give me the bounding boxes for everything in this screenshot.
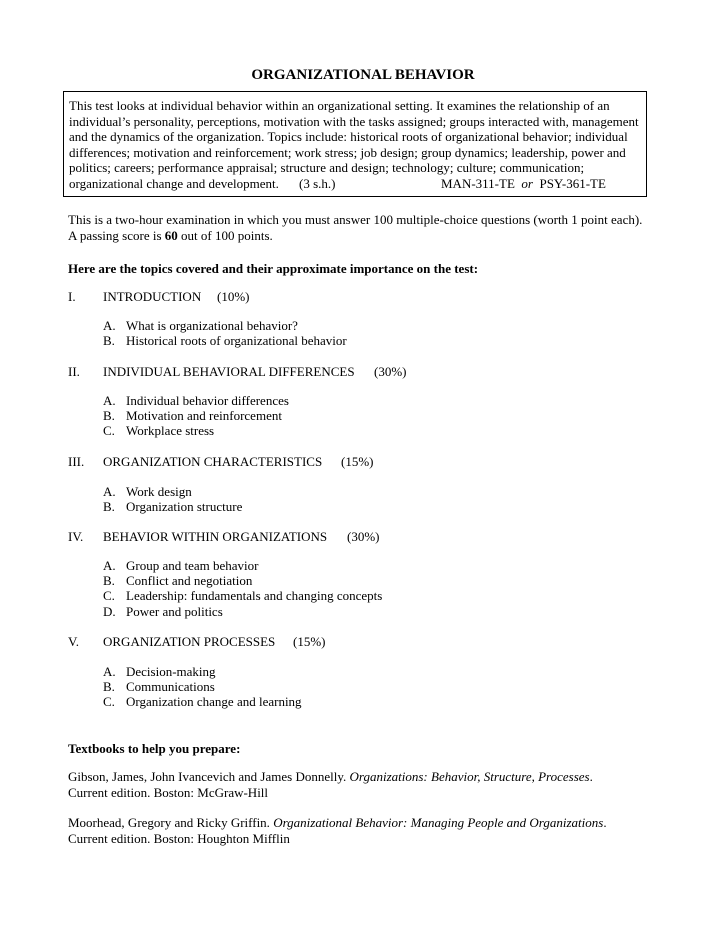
item-letter: C. bbox=[103, 423, 115, 439]
item-text: Power and politics bbox=[126, 603, 223, 619]
item-text: Conflict and negotiation bbox=[126, 573, 253, 589]
course-codes bbox=[441, 176, 606, 192]
textbook-reference bbox=[68, 769, 593, 801]
section-numeral: III. bbox=[68, 454, 85, 469]
item-text: Decision-making bbox=[126, 664, 216, 679]
description-line: and the dynamics of the organization. Topics include: historical roots of organizational behavior; individual bbox=[69, 129, 628, 144]
item-letter: B. bbox=[103, 573, 115, 589]
item-text: Communications bbox=[126, 679, 215, 695]
reference-book-title: Organizational Behavior: Managing People and Organizations bbox=[273, 815, 604, 830]
section-percent: (30%) bbox=[374, 364, 407, 379]
item-text: Work design bbox=[126, 484, 192, 499]
section-numeral: II. bbox=[68, 364, 80, 379]
topics-heading: Here are the topics covered and their approximate importance on the test: bbox=[68, 261, 479, 276]
section-title: BEHAVIOR WITHIN ORGANIZATIONS bbox=[103, 529, 328, 544]
intro-suffix: out of 100 points. bbox=[177, 228, 273, 243]
description-line: differences; motivation and reinforcement; work stress; job design; group dynamics; leadership, power and bbox=[69, 144, 626, 160]
description-box bbox=[63, 91, 647, 197]
item-text: Workplace stress bbox=[126, 423, 215, 439]
item-letter: B. bbox=[103, 333, 115, 349]
item-letter: A. bbox=[103, 393, 116, 408]
description-line: politics; careers; performance appraisal; structure and design; technology; culture; communication; bbox=[69, 160, 585, 175]
item-text: Organization structure bbox=[126, 499, 243, 515]
section-numeral: V. bbox=[68, 634, 79, 649]
section-percent: (30%) bbox=[347, 529, 380, 544]
credit-hours: (3 s.h.) bbox=[299, 175, 336, 191]
section-percent: (15%) bbox=[341, 454, 374, 469]
document-title: ORGANIZATIONAL BEHAVIOR bbox=[251, 67, 475, 83]
description-last-line bbox=[69, 176, 646, 192]
item-text: Group and team behavior bbox=[126, 558, 259, 573]
section-percent: (10%) bbox=[217, 289, 250, 304]
item-text: Leadership: fundamentals and changing concepts bbox=[126, 588, 383, 604]
textbooks-heading: Textbooks to help you prepare: bbox=[68, 741, 241, 756]
item-letter: C. bbox=[103, 694, 115, 710]
item-letter: B. bbox=[103, 408, 115, 424]
item-text: Individual behavior differences bbox=[126, 393, 289, 408]
item-letter: A. bbox=[103, 558, 116, 573]
item-letter: B. bbox=[103, 499, 115, 515]
reference-line bbox=[68, 769, 593, 785]
item-letter: B. bbox=[103, 679, 115, 695]
section-title: ORGANIZATION CHARACTERISTICS bbox=[103, 454, 323, 469]
item-letter: A. bbox=[103, 318, 116, 333]
reference-authors: Gibson, James, John Ivancevich and James Donnelly. bbox=[68, 769, 350, 784]
section-numeral: I. bbox=[68, 289, 76, 304]
textbook-reference bbox=[68, 815, 607, 847]
item-text: Historical roots of organizational behavior bbox=[126, 333, 347, 349]
section-percent: (15%) bbox=[293, 634, 326, 649]
description-line: individual’s personality, perceptions, motivation with the tasks assigned; groups interacted with, management bbox=[69, 113, 639, 129]
description-line: organizational change and development. bbox=[69, 175, 279, 191]
reference-end: . bbox=[603, 815, 607, 830]
intro-line bbox=[68, 228, 668, 244]
item-letter: D. bbox=[103, 603, 116, 619]
item-letter: A. bbox=[103, 664, 116, 679]
intro-prefix: A passing score is bbox=[68, 228, 165, 243]
intro-line: This is a two-hour examination in which you must answer 100 multiple-choice questions (worth 1 point each). bbox=[68, 212, 643, 227]
reference-line: Current edition. Boston: Houghton Mifflin bbox=[68, 831, 290, 846]
item-letter: C. bbox=[103, 588, 115, 604]
reference-authors: Moorhead, Gregory and Ricky Griffin. bbox=[68, 815, 274, 830]
section-title: INTRODUCTION bbox=[103, 289, 202, 304]
section-title: INDIVIDUAL BEHAVIORAL DIFFERENCES bbox=[103, 364, 355, 379]
item-letter: A. bbox=[103, 484, 116, 499]
description-line: This test looks at individual behavior within an organizational setting. It examines the relationship of an bbox=[69, 98, 610, 113]
section-title: ORGANIZATION PROCESSES bbox=[103, 634, 276, 649]
reference-end: . bbox=[589, 769, 593, 784]
course-code: MAN-311-TE bbox=[441, 175, 515, 191]
course-code: PSY-361-TE bbox=[539, 175, 606, 191]
exam-intro bbox=[68, 212, 668, 244]
section-numeral: IV. bbox=[68, 529, 84, 544]
item-text: Motivation and reinforcement bbox=[126, 408, 282, 424]
course-or: or bbox=[521, 175, 533, 191]
item-text: Organization change and learning bbox=[126, 694, 302, 710]
passing-score: 60 bbox=[164, 228, 178, 243]
reference-line: Current edition. Boston: McGraw-Hill bbox=[68, 785, 269, 800]
item-text: What is organizational behavior? bbox=[126, 318, 298, 333]
reference-line bbox=[68, 815, 607, 831]
reference-book-title: Organizations: Behavior, Structure, Processes bbox=[349, 769, 590, 784]
